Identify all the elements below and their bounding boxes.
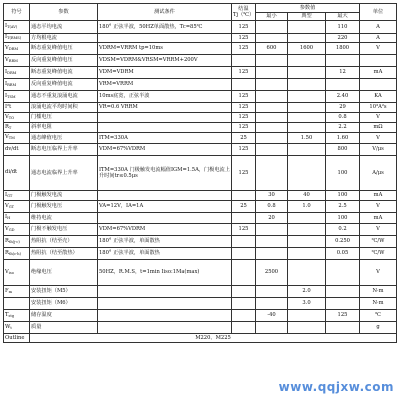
cell-unit: ℃ <box>360 310 397 322</box>
cell-min <box>256 55 288 67</box>
header-cond: 测试条件 <box>98 4 232 21</box>
cell-cond: 180° 正弦半波，单面散热 <box>98 236 232 248</box>
cell-typ <box>288 113 326 123</box>
cell-param: 门极触发电流 <box>30 191 98 201</box>
outline-value: M220、M225 <box>30 334 397 343</box>
cell-cond <box>98 191 232 201</box>
cell-min <box>256 144 288 156</box>
cell-min <box>256 91 288 103</box>
cell-typ <box>288 55 326 67</box>
table-row <box>4 103 397 113</box>
cell-sym <box>4 286 30 298</box>
symbol-sub: th(j-c) <box>8 239 20 244</box>
cell-min: 2500 <box>256 260 288 286</box>
cell-tj: 125 <box>232 144 256 156</box>
cell-tj <box>232 213 256 224</box>
cell-param: 热阻抗（结至壳） <box>30 236 98 248</box>
cell-sym <box>4 34 30 43</box>
cell-sym <box>4 103 30 113</box>
symbol-sub: DRM <box>7 70 17 75</box>
cell-max: 29 <box>326 103 360 113</box>
symbol-main: R <box>5 249 9 256</box>
cell-unit: g <box>360 322 397 334</box>
cell-unit: A/μs <box>360 156 397 191</box>
table-row <box>4 286 397 298</box>
cell-cond: VDM=67%VDRM <box>98 224 232 236</box>
cell-param: 断态重复峰值电压 <box>30 43 98 55</box>
symbol-sub: TO <box>8 115 15 120</box>
spec-rows <box>4 21 397 334</box>
cell-cond: 180° 正弦半波，50HZ单面散热，Tc=85℃ <box>98 21 232 34</box>
cell-max: 0.250 <box>326 236 360 248</box>
cell-unit: ℃/W <box>360 236 397 248</box>
cell-min <box>256 34 288 43</box>
symbol-sub: GT <box>7 193 13 198</box>
table-row <box>4 191 397 201</box>
cell-typ <box>288 310 326 322</box>
cell-unit: ℃/W <box>360 248 397 260</box>
table-row <box>4 248 397 260</box>
cell-tj <box>232 286 256 298</box>
watermark-logo: www.qqjxw.com <box>278 380 394 394</box>
cell-typ <box>288 67 326 79</box>
cell-cond: VR=0.6 VRRM <box>98 103 232 113</box>
cell-typ: 3.0 <box>288 298 326 310</box>
symbol-sub: th(c-h) <box>8 251 22 256</box>
cell-min <box>256 248 288 260</box>
cell-max <box>326 298 360 310</box>
cell-min <box>256 21 288 34</box>
cell-unit <box>360 55 397 67</box>
header-tj <box>232 4 256 21</box>
cell-min <box>256 113 288 123</box>
cell-min <box>256 224 288 236</box>
cell-min <box>256 123 288 133</box>
outline-row <box>4 334 397 343</box>
cell-cond: VA=12V，IA=1A <box>98 201 232 213</box>
symbol-main: V <box>5 268 9 275</box>
table-row <box>4 43 397 55</box>
header-unit: 单位 <box>360 4 397 21</box>
cell-param: 热阻抗（结至散热） <box>30 248 98 260</box>
cell-sym <box>4 67 30 79</box>
cell-cond: VDRM=VRRM tp=10ms <box>98 43 232 55</box>
cell-param: 绝缘电压 <box>30 260 98 286</box>
table-row <box>4 201 397 213</box>
symbol-main: I <box>5 68 8 75</box>
table-row <box>4 298 397 310</box>
symbol-main: V <box>5 202 9 209</box>
cell-max: 0.8 <box>326 113 360 123</box>
symbol-sub: stg <box>8 313 15 318</box>
table-row <box>4 133 397 144</box>
cell-min <box>256 298 288 310</box>
symbol-main: V <box>5 225 9 232</box>
table-row <box>4 55 397 67</box>
cell-sym <box>4 322 30 334</box>
cell-param: 储存温度 <box>30 310 98 322</box>
cell-unit: 10³A²s <box>360 103 397 113</box>
symbol-main: V <box>5 134 9 141</box>
cell-typ <box>288 103 326 113</box>
cell-cond <box>98 213 232 224</box>
cell-typ <box>288 260 326 286</box>
cell-typ: 2.0 <box>288 286 326 298</box>
symbol-main: I <box>5 34 8 41</box>
cell-min <box>256 67 288 79</box>
cell-max: 0.05 <box>326 248 360 260</box>
table-row <box>4 310 397 322</box>
cell-typ <box>288 123 326 133</box>
cell-min <box>256 156 288 191</box>
cell-cond <box>98 286 232 298</box>
cell-min: -40 <box>256 310 288 322</box>
table-row <box>4 144 397 156</box>
cell-min <box>256 236 288 248</box>
cell-sym <box>4 79 30 91</box>
cell-param: 通态平均电流 <box>30 21 98 34</box>
table-row <box>4 260 397 286</box>
symbol-main: V <box>5 56 9 63</box>
cell-param: 断态重复峰值电流 <box>30 67 98 79</box>
cell-sym <box>4 55 30 67</box>
cell-unit: V <box>360 113 397 123</box>
cell-tj <box>232 310 256 322</box>
cell-tj <box>232 260 256 286</box>
symbol-sub: H <box>7 216 11 221</box>
cell-sym <box>4 236 30 248</box>
cell-sym <box>4 21 30 34</box>
cell-typ <box>288 224 326 236</box>
header-param: 参数 <box>30 4 98 21</box>
symbol-main: R <box>5 237 9 244</box>
table-row <box>4 21 397 34</box>
cell-cond: VDSM=VDRM&VRSM=VRRM+200V <box>98 55 232 67</box>
cell-sym <box>4 298 30 310</box>
symbol-main: I <box>5 80 8 87</box>
cell-cond: VDM=67%VDRM <box>98 144 232 156</box>
cell-tj: 125 <box>232 91 256 103</box>
cell-max: 800 <box>326 144 360 156</box>
cell-typ: 1.50 <box>288 133 326 144</box>
cell-param: 通态电流临界上升率 <box>30 156 98 191</box>
cell-tj <box>232 322 256 334</box>
cell-param: 反向重复峰值电压 <box>30 55 98 67</box>
cell-cond: 180° 正弦半波，单面散热 <box>98 248 232 260</box>
cell-param: 方均根电流 <box>30 34 98 43</box>
symbol-main: F <box>5 287 9 294</box>
symbol-main: T <box>5 311 9 318</box>
cell-tj: 25 <box>232 201 256 213</box>
cell-max: 110 <box>326 21 360 34</box>
header-min: 最小 <box>256 13 288 21</box>
cell-sym <box>4 224 30 236</box>
cell-min: 600 <box>256 43 288 55</box>
cell-typ: 1.0 <box>288 201 326 213</box>
cell-min <box>256 322 288 334</box>
cell-typ <box>288 156 326 191</box>
cell-unit: V/μs <box>360 144 397 156</box>
cell-typ <box>288 34 326 43</box>
cell-max: 100 <box>326 191 360 201</box>
cell-unit: V <box>360 201 397 213</box>
cell-tj: 125 <box>232 21 256 34</box>
cell-sym <box>4 213 30 224</box>
table-row <box>4 79 397 91</box>
cell-cond: 50HZ，R.M.S，t=1min Iiso:1Ma(max) <box>98 260 232 286</box>
cell-max: 12 <box>326 67 360 79</box>
symbol-sub: RRM <box>8 58 18 63</box>
symbol-sub: T(RMS) <box>7 36 22 41</box>
cell-typ <box>288 213 326 224</box>
table-row <box>4 34 397 43</box>
cell-unit: A <box>360 21 397 34</box>
header-tj-title: 结温 <box>238 5 249 12</box>
symbol-sub: GT <box>8 204 15 209</box>
cell-unit: N·m <box>360 286 397 298</box>
cell-tj <box>232 55 256 67</box>
cell-min <box>256 286 288 298</box>
cell-tj: 125 <box>232 224 256 236</box>
spec-table <box>3 3 397 343</box>
cell-max: 2.2 <box>326 123 360 133</box>
cell-max: 220 <box>326 34 360 43</box>
cell-typ <box>288 322 326 334</box>
spec-table-frame <box>3 3 396 391</box>
cell-cond <box>98 310 232 322</box>
cell-cond <box>98 322 232 334</box>
symbol-sub: TM <box>8 136 15 141</box>
cell-typ <box>288 91 326 103</box>
cell-tj: 125 <box>232 67 256 79</box>
cell-sym <box>4 123 30 133</box>
symbol-main: di/dt <box>5 169 18 176</box>
symbol-main: V <box>5 44 9 51</box>
cell-param: 安装扭矩（M5） <box>30 286 98 298</box>
cell-cond <box>98 298 232 310</box>
cell-sym <box>4 144 30 156</box>
cell-max <box>326 79 360 91</box>
cell-tj: 25 <box>232 133 256 144</box>
cell-unit: mΩ <box>360 123 397 133</box>
cell-unit: V <box>360 43 397 55</box>
symbol-main: dv/dt <box>5 145 19 152</box>
table-row <box>4 113 397 123</box>
header-max: 最大 <box>326 13 360 21</box>
cell-cond <box>98 34 232 43</box>
cell-max: 2.40 <box>326 91 360 103</box>
cell-typ <box>288 79 326 91</box>
symbol-sub: T <box>8 125 12 130</box>
table-row <box>4 67 397 79</box>
cell-sym <box>4 133 30 144</box>
cell-unit: mA <box>360 191 397 201</box>
cell-param: 斜率电阻 <box>30 123 98 133</box>
cell-param: 断态电压临界上升率 <box>30 144 98 156</box>
table-row <box>4 123 397 133</box>
cell-typ <box>288 21 326 34</box>
cell-cond <box>98 113 232 123</box>
cell-param: 维持电流 <box>30 213 98 224</box>
cell-unit: V <box>360 133 397 144</box>
table-row <box>4 236 397 248</box>
header-values: 参数值 <box>256 4 360 13</box>
symbol-sub: DRM <box>8 46 19 51</box>
symbol-sub: t <box>10 325 12 330</box>
cell-max: 1800 <box>326 43 360 55</box>
cell-tj <box>232 236 256 248</box>
symbol-sub: T(AV) <box>7 25 18 30</box>
cell-min: 30 <box>256 191 288 201</box>
cell-tj: 125 <box>232 156 256 191</box>
cell-param: 安装扭矩（M6） <box>30 298 98 310</box>
cell-typ <box>288 248 326 260</box>
cell-tj <box>232 79 256 91</box>
cell-param: 质量 <box>30 322 98 334</box>
symbol-main: R <box>5 123 9 130</box>
header-typ: 典型 <box>288 13 326 21</box>
cell-param: 通态峰值电压 <box>30 133 98 144</box>
cell-min <box>256 79 288 91</box>
cell-max <box>326 322 360 334</box>
cell-unit: mA <box>360 67 397 79</box>
cell-tj: 125 <box>232 43 256 55</box>
cell-min <box>256 133 288 144</box>
symbol-sub: TSM <box>7 94 16 99</box>
cell-sym <box>4 201 30 213</box>
cell-tj <box>232 191 256 201</box>
symbol-sub: GD <box>8 227 15 232</box>
cell-sym <box>4 156 30 191</box>
cell-unit <box>360 79 397 91</box>
cell-cond <box>98 123 232 133</box>
symbol-main: I <box>5 214 8 221</box>
cell-max <box>326 55 360 67</box>
cell-max: 1.60 <box>326 133 360 144</box>
cell-tj: 125 <box>232 34 256 43</box>
cell-max <box>326 286 360 298</box>
cell-typ <box>288 236 326 248</box>
cell-max: 100 <box>326 213 360 224</box>
cell-param: 浪涌电流平均时间积 <box>30 103 98 113</box>
cell-unit: KA <box>360 91 397 103</box>
cell-unit: V <box>360 260 397 286</box>
cell-tj <box>232 298 256 310</box>
cell-sym <box>4 113 30 123</box>
cell-sym <box>4 43 30 55</box>
symbol-sub: iso <box>8 270 14 275</box>
cell-sym <box>4 260 30 286</box>
symbol-main: I <box>5 191 8 198</box>
cell-unit: V <box>360 224 397 236</box>
outline-label: Outline <box>4 334 30 343</box>
header-symbol: 符号 <box>4 4 30 21</box>
symbol-main: W <box>5 323 11 330</box>
symbol-main: I <box>5 23 8 30</box>
cell-min: 0.8 <box>256 201 288 213</box>
cell-sym <box>4 191 30 201</box>
table-row <box>4 91 397 103</box>
cell-min <box>256 103 288 113</box>
cell-cond: 10ms底宽，正弦半波 <box>98 91 232 103</box>
cell-param: 反向重复峰值电流 <box>30 79 98 91</box>
cell-cond: VDM=VDRM <box>98 67 232 79</box>
cell-sym <box>4 310 30 322</box>
symbol-main: V <box>5 113 9 120</box>
cell-sym <box>4 248 30 260</box>
cell-max: 0.2 <box>326 224 360 236</box>
cell-max <box>326 260 360 286</box>
symbol-sub: RRM <box>7 82 17 87</box>
symbol-main: I²t <box>5 103 12 110</box>
cell-max: 100 <box>326 156 360 191</box>
cell-tj <box>232 248 256 260</box>
cell-typ: 1600 <box>288 43 326 55</box>
table-row <box>4 213 397 224</box>
symbol-sub: m <box>8 289 13 294</box>
cell-param: 门槛电压 <box>30 113 98 123</box>
cell-unit: N·m <box>360 298 397 310</box>
table-row <box>4 322 397 334</box>
cell-cond: VRM=VRRM <box>98 79 232 91</box>
cell-param: 门极不触发电压 <box>30 224 98 236</box>
cell-max: 2.5 <box>326 201 360 213</box>
cell-tj: 125 <box>232 113 256 123</box>
cell-unit: A <box>360 34 397 43</box>
cell-typ <box>288 144 326 156</box>
cell-typ: 40 <box>288 191 326 201</box>
cell-cond: ITM=330A 门极触发电流幅值IGM=1.5A，门极电流上升时间tr≤0.5μs <box>98 156 232 191</box>
symbol-main: I <box>5 92 8 99</box>
cell-unit: mA <box>360 213 397 224</box>
table-row <box>4 224 397 236</box>
header-tj-unit: Tj（℃） <box>233 12 255 18</box>
cell-tj: 125 <box>232 123 256 133</box>
cell-min: 20 <box>256 213 288 224</box>
cell-max: 125 <box>326 310 360 322</box>
cell-cond: ITM=330A <box>98 133 232 144</box>
cell-tj: 125 <box>232 103 256 113</box>
table-row <box>4 156 397 191</box>
cell-param: 通态不重复浪涌电流 <box>30 91 98 103</box>
cell-param: 门极触发电压 <box>30 201 98 213</box>
cell-sym <box>4 91 30 103</box>
